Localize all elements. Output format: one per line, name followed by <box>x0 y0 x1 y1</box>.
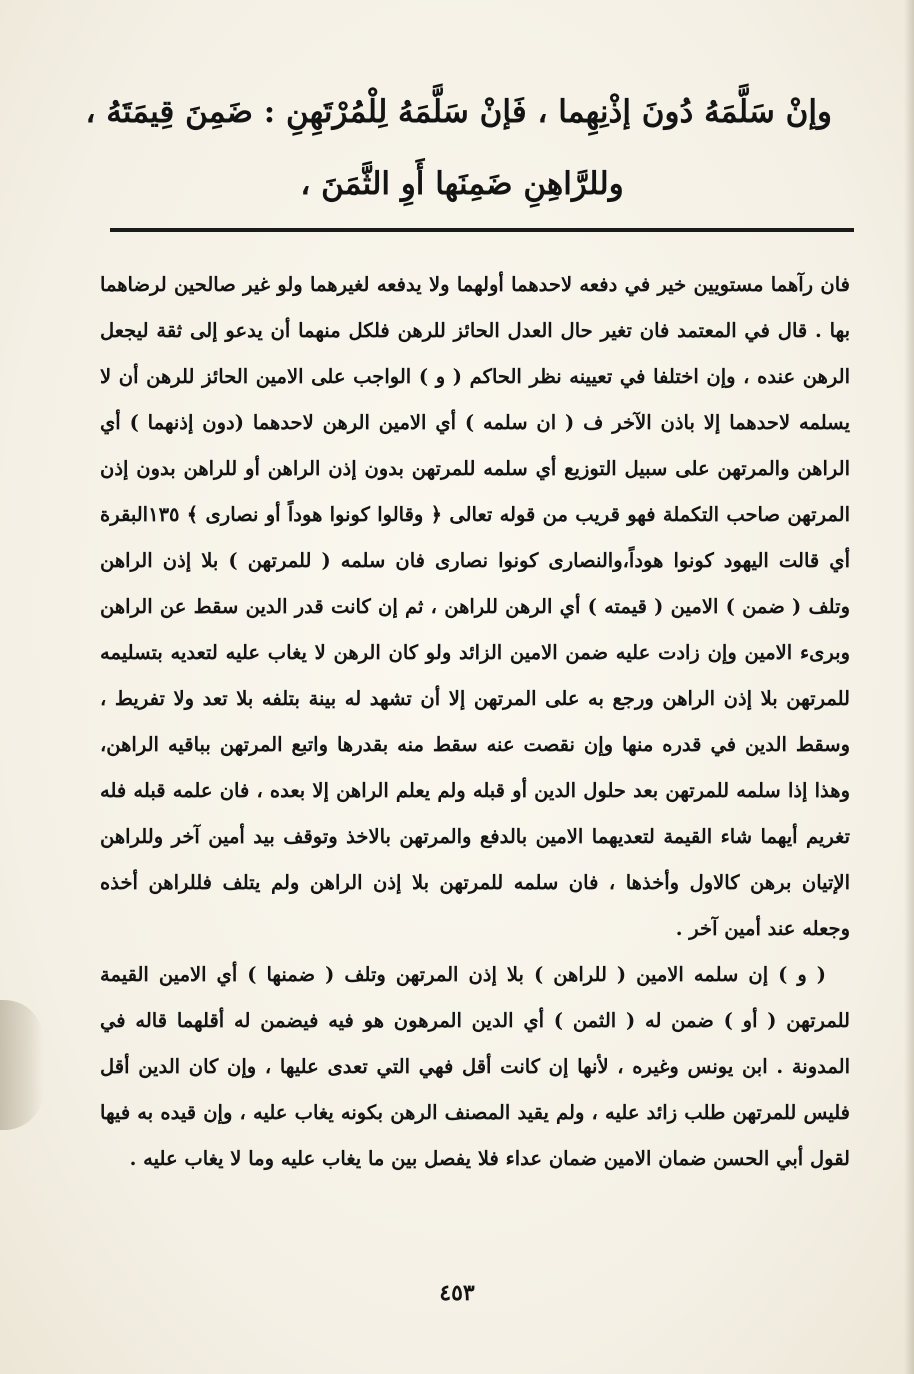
matn-line-2: وللرَّاهِنِ ضَمِنَها أَوِ الثَّمَنَ ، <box>300 166 624 202</box>
matn-header <box>85 92 832 204</box>
commentary-body <box>100 262 850 1182</box>
matn-line-1: وإنْ سَلَّمَهُ دُونَ إذْنِهِما ، فَإنْ سَلَّمَهُ لِلْمُرْتَهِنِ : ضَمِنَ قِيمَتَهُ ، <box>85 94 832 130</box>
page-number: ٤٥٣ <box>439 1280 475 1306</box>
separator-rule <box>110 228 854 232</box>
commentary-paragraph-1: فان رآهما مستويين خير في دفعه لاحدهما أولهما ولا يدفعه لغيرهما ولو غير صالحين لرضاهما بها . قال في المعتمد فان تغير حال العدل الحائز للرهن فلكل منهما أن يدعو إلى ثقة ليجعل الرهن عنده ، وإن اختلفا في تعيينه نظر الحاكم ( و ) الواجب على الامين الحائز للرهن أن لا يسلمه لاحدهما إلا باذن الآخر ف ( ان سلمه ) أي الامين الرهن لاحدهما (دون إذنهما ) أي الراهن والمرتهن على سبيل التوزيع أي سلمه للمرتهن بدون إذن الراهن أو للراهن بدون إذن المرتهن صاحب التكملة فهو قريب من قوله تعالى ﴿ وقالوا كونوا هوداً أو نصارى ﴾ ١٣٥البقرة أي قالت اليهود كونوا هوداً،والنصارى كونوا نصارى فان سلمه ( للمرتهن ) بلا إذن الراهن وتلف ( ضمن ) الامين ( قيمته ) أي الرهن للراهن ، ثم إن كانت قدر الدين سقط عن الراهن وبرىء الامين وإن زادت عليه ضمن الامين الزائد ولو كان الرهن لا يغاب عليه لتعديه بتسليمه للمرتهن بلا إذن الراهن ورجع به على المرتهن إلا أن تشهد له بينة بتلفه بلا تعد ولا تفريط ، وسقط الدين في قدره منها وإن نقصت عنه سقط منه بقدرها واتبع المرتهن بباقيه الراهن، وهذا إذا سلمه للمرتهن بعد حلول الدين أو قبله ولم يعلم الراهن إلا بعده ، فان علمه قبله فله تغريم أيهما شاء القيمة لتعديهما الامين بالدفع والمرتهن بالاخذ وتوقف بيد أمين آخر وللراهن الإتيان برهن كالاول وأخذها ، فان سلمه للمرتهن بلا إذن الراهن ولم يتلف فللراهن أخذه وجعله عند أمين آخر . <box>100 273 850 940</box>
commentary-paragraph-2: ( و ) إن سلمه الامين ( للراهن ) بلا إذن المرتهن وتلف ( ضمنها ) أي الامين القيمة للمرتهن ( أو ) ضمن له ( الثمن ) أي الدين المرهون هو فيه فيضمن له أقلهما قاله في المدونة . ابن يونس وغيره ، لأنها إن كانت أقل فهي التي تعدى عليها ، وإن كان الدين أقل فليس للمرتهن طلب زائد عليه ، ولم يقيد المصنف الرهن بكونه يغاب عليه ، وإن قيده به فيها لقول أبي الحسن ضمان الامين ضمان عداء فلا يفصل بين ما يغاب عليه وما لا يغاب عليه . <box>100 963 850 1170</box>
page-stain <box>0 1000 44 1130</box>
page-edge-shadow <box>904 0 914 1374</box>
